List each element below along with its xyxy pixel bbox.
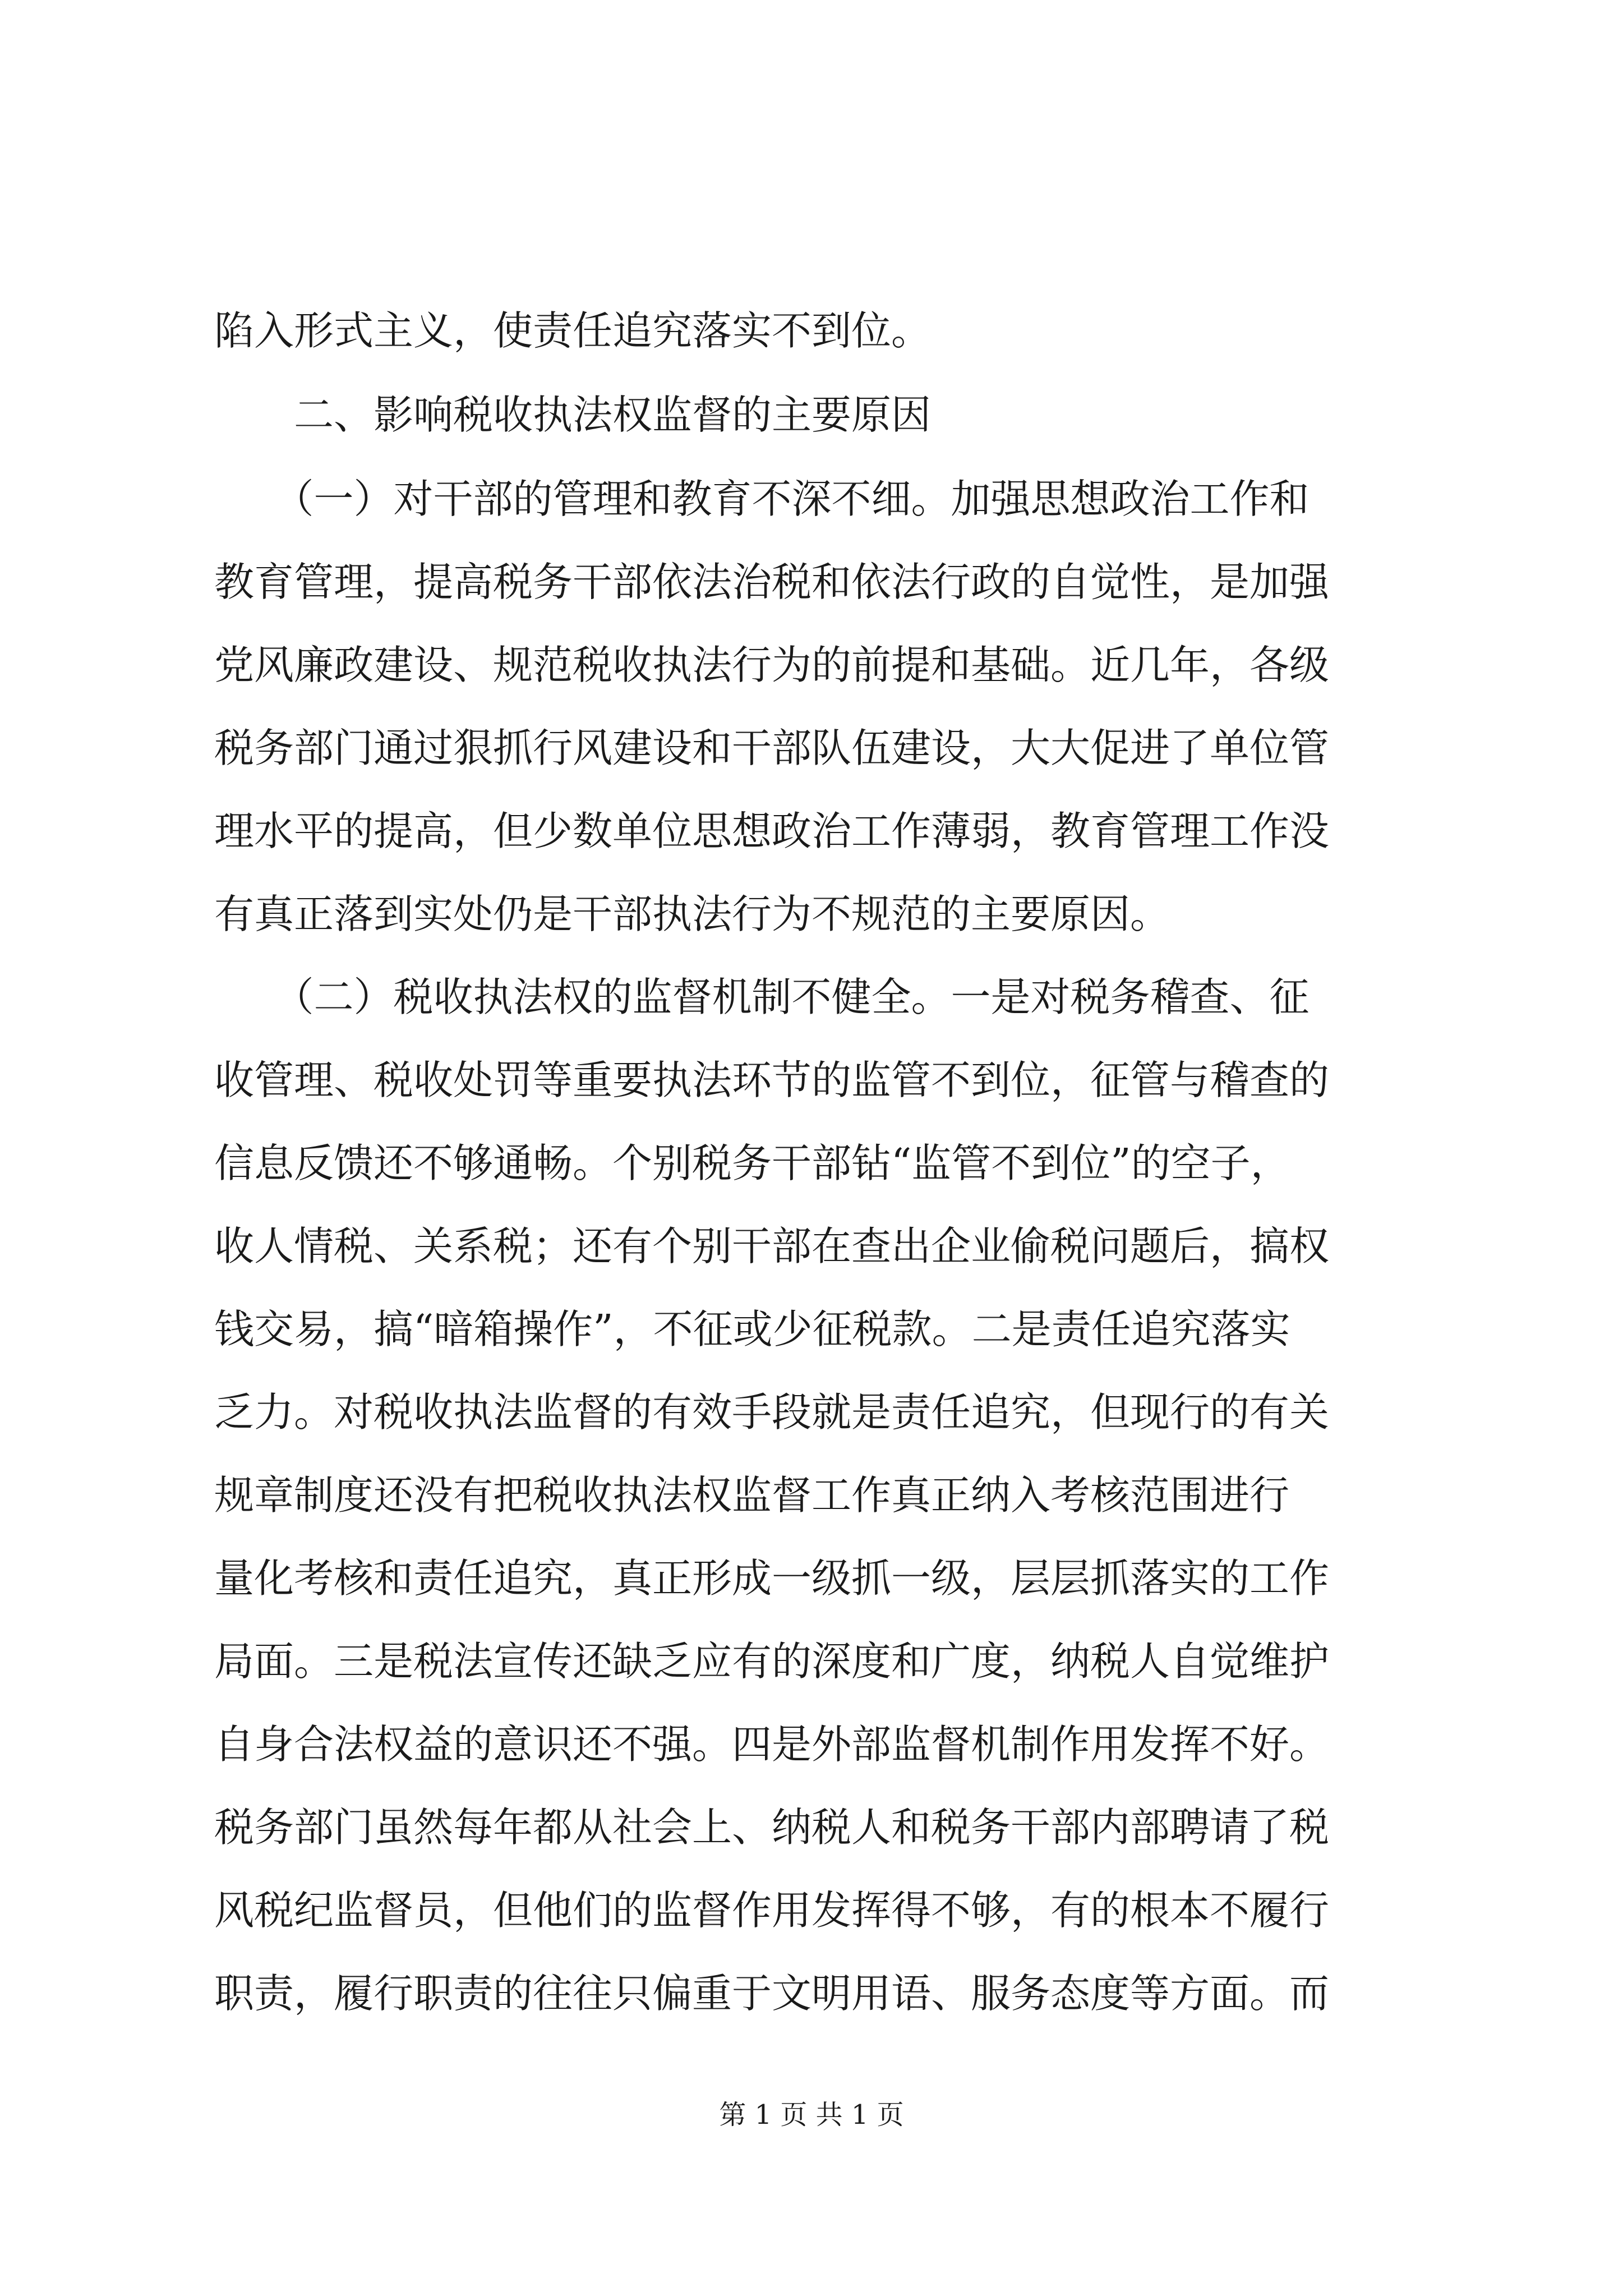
text-line: 规章制度还没有把税收执法权监督工作真正纳入考核范围进行: [214, 1472, 1290, 1519]
text-line: 收管理、税收处罚等重要执法环节的监管不到位，征管与稽查的: [214, 1057, 1330, 1103]
text-line: 教育管理，提高税务干部依法治税和依法行政的自觉性，是加强: [214, 559, 1330, 605]
text-line: 党风廉政建设、规范税收执法行为的前提和基础。近几年，各级: [214, 642, 1330, 688]
text-line: 乏力。对税收执法监督的有效手段就是责任追究，但现行的有关: [214, 1389, 1330, 1435]
text-line: 陷入形式主义，使责任追究落实不到位。: [214, 307, 932, 354]
text-line: 量化考核和责任追究，真正形成一级抓一级，层层抓落实的工作: [214, 1555, 1330, 1602]
text-line: 钱交易，搞“暗箱操作”，不征或少征税款。二是责任追究落实: [214, 1306, 1290, 1352]
text-line: 局面。三是税法宣传还缺乏应有的深度和广度，纳税人自觉维护: [214, 1638, 1330, 1685]
text-line: 有真正落到实处仍是干部执法行为不规范的主要原因。: [214, 891, 1170, 937]
section-heading: 二、影响税收执法权监督的主要原因: [214, 392, 932, 438]
text-line: 职责，履行职责的往往只偏重于文明用语、服务态度等方面。而: [214, 1970, 1330, 2017]
text-line: 自身合法权益的意识还不强。四是外部监督机制作用发挥不好。: [214, 1721, 1330, 1768]
text-line: （一）对干部的管理和教育不深不细。加强思想政治工作和: [214, 476, 1310, 522]
page-footer: 第 1 页 共 1 页: [719, 2099, 904, 2131]
text-line: 税务部门虽然每年都从社会上、纳税人和税务干部内部聘请了税: [214, 1804, 1330, 1851]
text-line: （二）税收执法权的监督机制不健全。一是对税务稽查、征: [214, 974, 1310, 1020]
text-line: 收人情税、关系税；还有个别干部在查出企业偷税问题后，搞权: [214, 1223, 1330, 1269]
text-line: 理水平的提高，但少数单位思想政治工作薄弱，教育管理工作没: [214, 808, 1330, 854]
text-line: 信息反馈还不够通畅。个别税务干部钻“监管不到位”的空子，: [214, 1140, 1290, 1186]
text-line: 风税纪监督员，但他们的监督作用发挥得不够，有的根本不履行: [214, 1887, 1330, 1934]
text-line: 税务部门通过狠抓行风建设和干部队伍建设，大大促进了单位管: [214, 725, 1330, 771]
